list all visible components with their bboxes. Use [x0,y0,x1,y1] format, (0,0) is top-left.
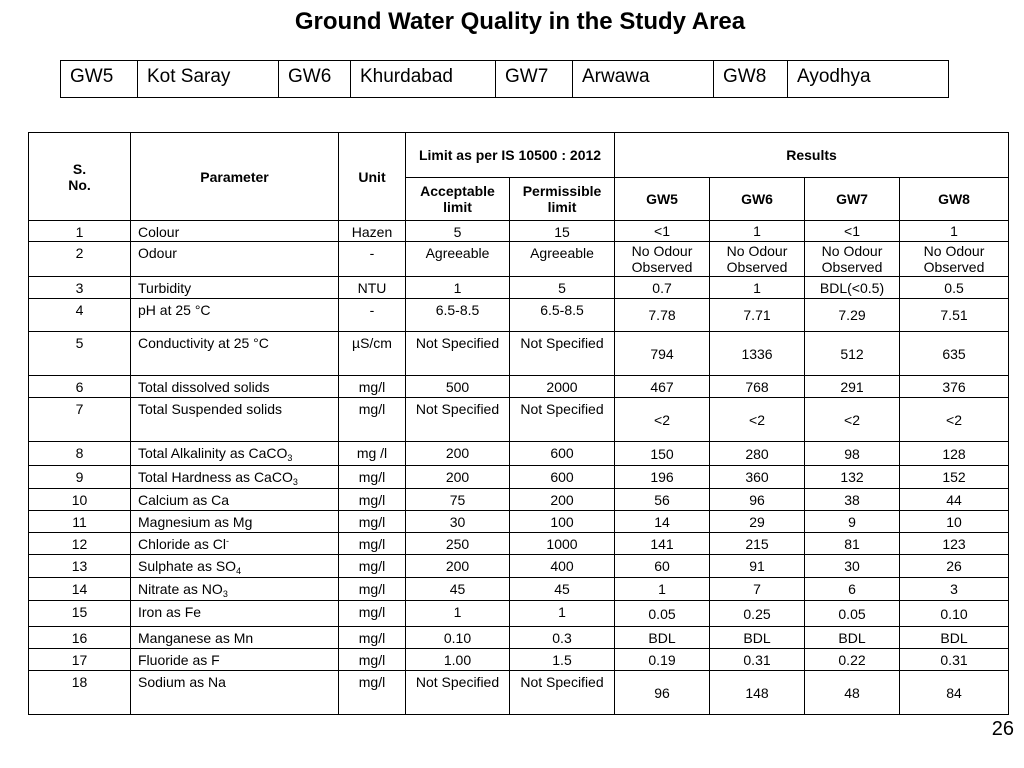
parameter-text: Colour [138,224,180,240]
cell-parameter [131,466,339,489]
cell-result-gw7: 512 [805,332,900,376]
header-acceptable-line1: Acceptable [420,183,495,199]
cell-acceptable-limit: 45 [406,578,510,601]
table-row [29,442,1009,466]
cell-unit: mg/l [339,601,406,627]
cell-result-gw5: <2 [615,398,710,442]
cell-result-gw7: 132 [805,466,900,489]
cell-result-gw5: 0.19 [615,649,710,671]
header-permissible-line1: Permissible [522,183,602,199]
cell-acceptable-limit: 30 [406,511,510,533]
cell-result-gw5: 467 [615,376,710,398]
cell-acceptable-limit: Not Specified [406,671,510,715]
parameter-superscript: - [225,536,229,546]
cell-result-gw7: <2 [805,398,900,442]
cell-parameter [131,578,339,601]
cell-unit: Hazen [339,221,406,242]
cell-parameter [131,533,339,555]
cell-sno: 16 [29,627,131,649]
cell-parameter [131,398,339,442]
cell-unit: mg/l [339,649,406,671]
cell-permissible-limit: 100 [510,511,615,533]
cell-sno: 4 [29,299,131,332]
cell-unit: mg/l [339,533,406,555]
station-legend-table [60,60,949,98]
cell-acceptable-limit: 200 [406,466,510,489]
cell-parameter [131,555,339,578]
parameter-text: Total dissolved solids [138,379,270,395]
cell-result-gw8: 26 [900,555,1009,578]
cell-result-gw6: 0.25 [710,601,805,627]
parameter-text: Manganese as Mn [138,630,254,646]
cell-result-gw7: 38 [805,489,900,511]
table-row [29,601,1009,627]
cell-unit: - [339,299,406,332]
cell-sno: 13 [29,555,131,578]
cell-permissible-limit: 600 [510,442,615,466]
header-parameter: Parameter [131,133,339,221]
cell-result-gw6: 7 [710,578,805,601]
header-sno [29,133,131,221]
cell-result-gw6: 7.71 [710,299,805,332]
cell-result-gw8: 84 [900,671,1009,715]
cell-sno: 3 [29,277,131,299]
parameter-subscript: 4 [236,566,242,576]
cell-parameter [131,489,339,511]
parameter-text: Nitrate as NO [138,581,223,597]
cell-acceptable-limit: 6.5-8.5 [406,299,510,332]
header-gw6: GW6 [710,178,805,221]
cell-result-gw6: 280 [710,442,805,466]
parameter-text: pH at 25 °C [138,302,211,318]
cell-result-gw5: 96 [615,671,710,715]
cell-result-gw5: 196 [615,466,710,489]
cell-acceptable-limit: Not Specified [406,332,510,376]
cell-result-gw6: 215 [710,533,805,555]
cell-parameter [131,671,339,715]
header-gw5: GW5 [615,178,710,221]
cell-unit: mg/l [339,555,406,578]
cell-sno: 6 [29,376,131,398]
station-code: GW5 [61,61,138,98]
cell-result-gw8: BDL [900,627,1009,649]
cell-result-gw8: 635 [900,332,1009,376]
cell-parameter [131,601,339,627]
cell-result-gw6: BDL [710,627,805,649]
cell-result-gw7: 48 [805,671,900,715]
page-title: Ground Water Quality in the Study Area [294,8,746,35]
cell-result-gw8: 0.10 [900,601,1009,627]
header-gw8: GW8 [900,178,1009,221]
cell-parameter [131,299,339,332]
parameter-subscript: 3 [292,477,298,487]
cell-result-gw6: 1336 [710,332,805,376]
cell-result-gw8: 0.31 [900,649,1009,671]
water-quality-table [28,132,1009,715]
cell-result-gw6: 1 [710,277,805,299]
header-permissible-line2: limit [547,199,577,215]
table-row [29,277,1009,299]
cell-sno: 18 [29,671,131,715]
station-name: Ayodhya [788,61,949,98]
cell-permissible-limit: 6.5-8.5 [510,299,615,332]
cell-sno: 12 [29,533,131,555]
table-row [29,242,1009,277]
cell-result-gw7: 9 [805,511,900,533]
cell-result-gw8: 7.51 [900,299,1009,332]
cell-acceptable-limit: 200 [406,442,510,466]
cell-unit: mg/l [339,627,406,649]
cell-result-gw8: 44 [900,489,1009,511]
cell-unit: NTU [339,277,406,299]
header-unit: Unit [339,133,406,221]
table-row [29,376,1009,398]
cell-permissible-limit: 1.5 [510,649,615,671]
cell-result-gw7: 0.22 [805,649,900,671]
cell-acceptable-limit: Not Specified [406,398,510,442]
table-row [29,578,1009,601]
cell-result-gw6: <2 [710,398,805,442]
header-results-group: Results [615,133,1009,178]
cell-unit: mg/l [339,578,406,601]
header-acceptable [406,178,510,221]
cell-sno: 5 [29,332,131,376]
cell-result-gw8: No Odour Observed [900,242,1009,277]
cell-sno: 10 [29,489,131,511]
station-name: Kot Saray [138,61,279,98]
cell-acceptable-limit: 75 [406,489,510,511]
cell-sno: 17 [29,649,131,671]
cell-result-gw8: 376 [900,376,1009,398]
station-code: GW7 [496,61,573,98]
cell-result-gw5: 14 [615,511,710,533]
cell-result-gw7: BDL [805,627,900,649]
cell-result-gw6: 96 [710,489,805,511]
cell-sno: 7 [29,398,131,442]
table-row [29,221,1009,242]
cell-result-gw6: 29 [710,511,805,533]
cell-result-gw7: 81 [805,533,900,555]
cell-acceptable-limit: 1.00 [406,649,510,671]
cell-result-gw8: 3 [900,578,1009,601]
cell-unit: µS/cm [339,332,406,376]
cell-result-gw5: 7.78 [615,299,710,332]
header-sno-line2: No. [68,176,91,193]
cell-result-gw8: 10 [900,511,1009,533]
parameter-text: Fluoride as F [138,652,220,668]
cell-unit: mg /l [339,442,406,466]
cell-result-gw5: 794 [615,332,710,376]
parameter-text: Sulphate as SO [138,558,237,574]
cell-result-gw5: 0.7 [615,277,710,299]
cell-result-gw6: 1 [710,221,805,242]
cell-result-gw7: No Odour Observed [805,242,900,277]
cell-result-gw5: No Odour Observed [615,242,710,277]
cell-parameter [131,277,339,299]
cell-permissible-limit: 600 [510,466,615,489]
cell-result-gw6: No Odour Observed [710,242,805,277]
table-row [29,649,1009,671]
cell-result-gw5: 141 [615,533,710,555]
parameter-text: Chloride as Cl [138,536,226,552]
cell-sno: 8 [29,442,131,466]
cell-permissible-limit: Not Specified [510,332,615,376]
cell-result-gw8: 128 [900,442,1009,466]
cell-permissible-limit: 200 [510,489,615,511]
table-row [29,299,1009,332]
station-name: Khurdabad [351,61,496,98]
cell-result-gw6: 360 [710,466,805,489]
cell-acceptable-limit: 5 [406,221,510,242]
cell-parameter [131,649,339,671]
cell-result-gw7: 291 [805,376,900,398]
cell-parameter [131,332,339,376]
cell-acceptable-limit: 500 [406,376,510,398]
station-name: Arwawa [573,61,714,98]
table-row [29,398,1009,442]
cell-result-gw8: <2 [900,398,1009,442]
cell-result-gw8: 0.5 [900,277,1009,299]
cell-sno: 1 [29,221,131,242]
cell-parameter [131,627,339,649]
cell-unit: - [339,242,406,277]
cell-unit: mg/l [339,376,406,398]
cell-permissible-limit: 5 [510,277,615,299]
cell-permissible-limit: 0.3 [510,627,615,649]
cell-parameter [131,221,339,242]
parameter-text: Turbidity [138,280,192,296]
cell-permissible-limit: 1000 [510,533,615,555]
cell-permissible-limit: Not Specified [510,398,615,442]
parameter-text: Total Suspended solids [138,401,282,417]
parameter-text: Conductivity at 25 °C [138,335,269,351]
cell-permissible-limit: 2000 [510,376,615,398]
table-row [29,489,1009,511]
cell-result-gw7: 6 [805,578,900,601]
parameter-text: Iron as Fe [138,604,202,620]
cell-result-gw5: BDL [615,627,710,649]
cell-acceptable-limit: 250 [406,533,510,555]
cell-result-gw6: 0.31 [710,649,805,671]
cell-permissible-limit: 1 [510,601,615,627]
cell-unit: mg/l [339,398,406,442]
header-limit-group: Limit as per IS 10500 : 2012 [406,133,615,178]
header-gw7: GW7 [805,178,900,221]
cell-result-gw7: 0.05 [805,601,900,627]
cell-result-gw8: 152 [900,466,1009,489]
parameter-subscript: 3 [222,589,228,599]
cell-result-gw6: 91 [710,555,805,578]
cell-parameter [131,376,339,398]
header-permissible [510,178,615,221]
cell-unit: mg/l [339,466,406,489]
parameter-text: Total Hardness as CaCO [138,469,293,485]
table-row [29,332,1009,376]
cell-result-gw5: 0.05 [615,601,710,627]
cell-unit: mg/l [339,511,406,533]
parameter-text: Sodium as Na [138,674,226,690]
station-code: GW6 [279,61,351,98]
cell-unit: mg/l [339,489,406,511]
parameter-subscript: 3 [287,453,293,463]
cell-acceptable-limit: 1 [406,277,510,299]
cell-result-gw5: 150 [615,442,710,466]
cell-result-gw5: 56 [615,489,710,511]
cell-result-gw6: 148 [710,671,805,715]
cell-parameter [131,442,339,466]
table-body [29,221,1009,715]
cell-result-gw5: 60 [615,555,710,578]
cell-permissible-limit: Agreeable [510,242,615,277]
parameter-text: Magnesium as Mg [138,514,253,530]
cell-sno: 15 [29,601,131,627]
cell-acceptable-limit: Agreeable [406,242,510,277]
cell-permissible-limit: 45 [510,578,615,601]
cell-result-gw8: 1 [900,221,1009,242]
header-acceptable-line2: limit [443,199,472,215]
table-row [29,466,1009,489]
table-row [29,533,1009,555]
cell-permissible-limit: 400 [510,555,615,578]
table-row [29,511,1009,533]
cell-result-gw7: BDL(<0.5) [805,277,900,299]
table-row [29,671,1009,715]
cell-unit: mg/l [339,671,406,715]
cell-result-gw7: 30 [805,555,900,578]
cell-result-gw5: 1 [615,578,710,601]
cell-sno: 9 [29,466,131,489]
cell-parameter [131,511,339,533]
cell-result-gw7: <1 [805,221,900,242]
header-sno-line1: S. [72,160,87,177]
table-row [29,627,1009,649]
parameter-text: Calcium as Ca [138,492,230,508]
parameter-text: Odour [138,245,177,261]
station-code: GW8 [714,61,788,98]
cell-acceptable-limit: 0.10 [406,627,510,649]
cell-sno: 11 [29,511,131,533]
cell-permissible-limit: Not Specified [510,671,615,715]
cell-permissible-limit: 15 [510,221,615,242]
cell-result-gw6: 768 [710,376,805,398]
cell-parameter [131,242,339,277]
page-number: 26 [991,718,1014,740]
parameter-text: Total Alkalinity as CaCO [138,445,288,461]
cell-sno: 2 [29,242,131,277]
cell-acceptable-limit: 1 [406,601,510,627]
cell-sno: 14 [29,578,131,601]
cell-result-gw7: 98 [805,442,900,466]
cell-result-gw7: 7.29 [805,299,900,332]
cell-acceptable-limit: 200 [406,555,510,578]
cell-result-gw5: <1 [615,221,710,242]
table-row [29,555,1009,578]
cell-result-gw8: 123 [900,533,1009,555]
